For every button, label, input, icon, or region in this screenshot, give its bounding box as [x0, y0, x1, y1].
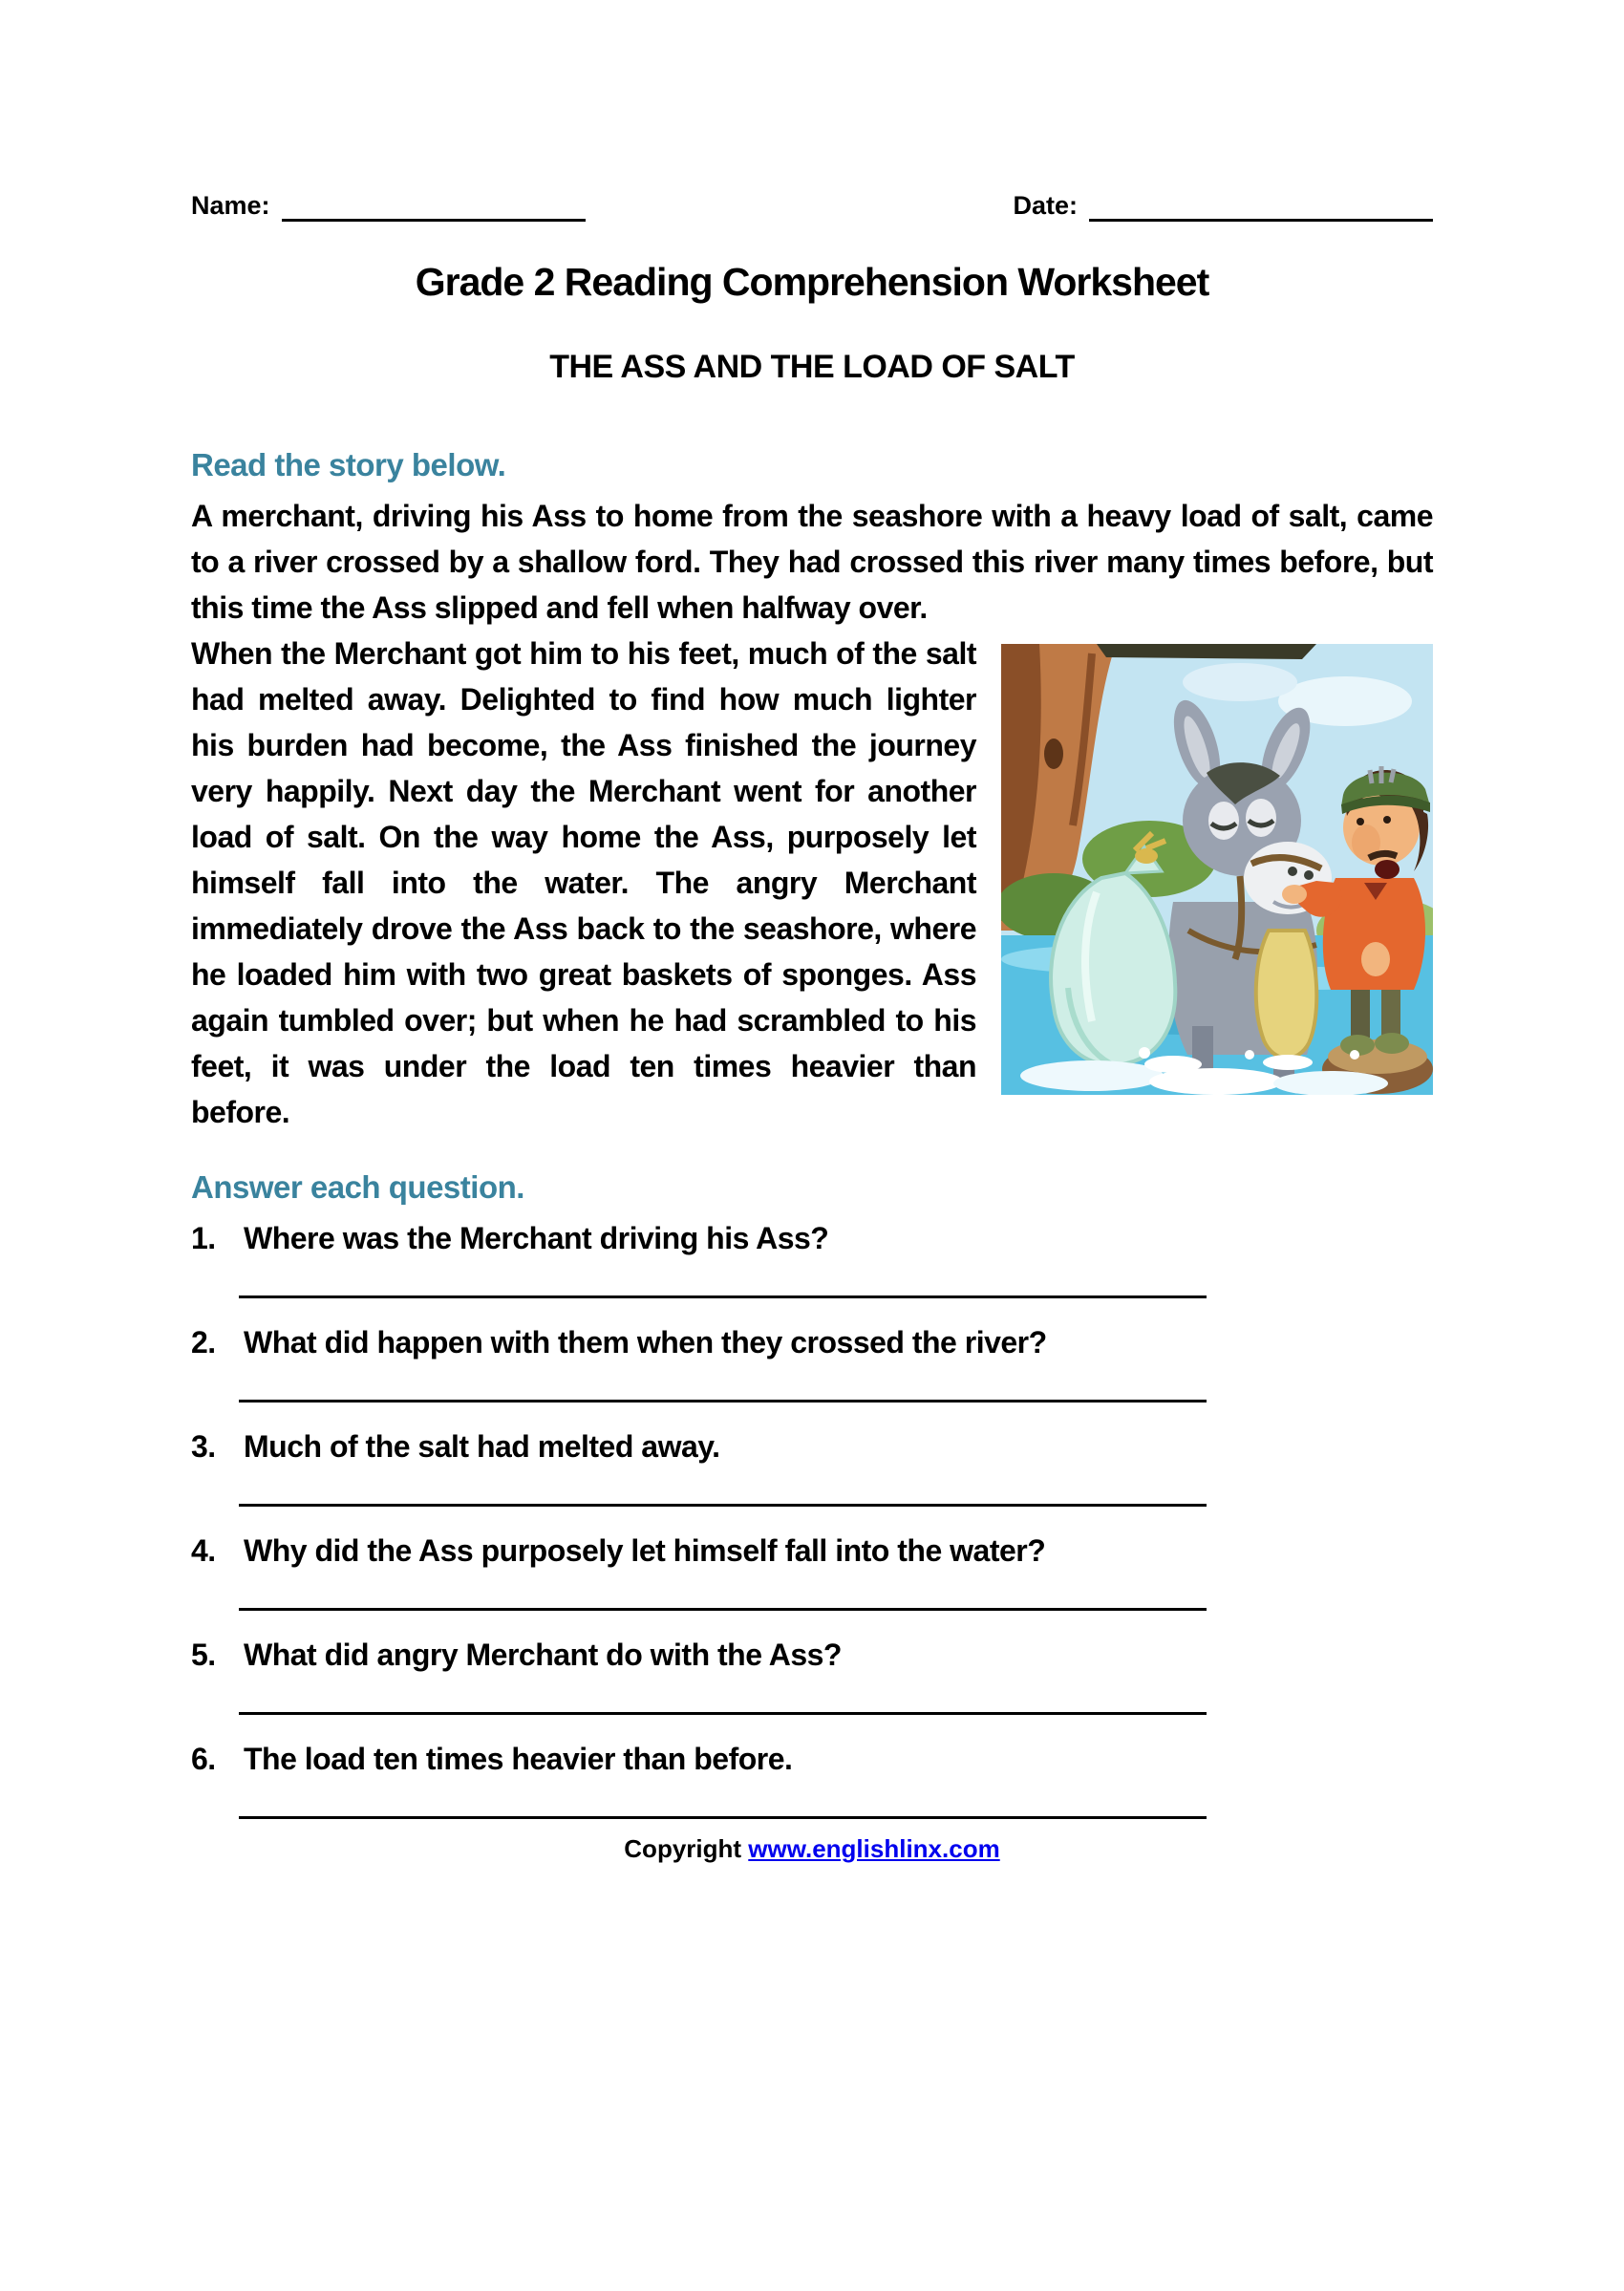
story-paragraph-1: A merchant, driving his Ass to home from the seashore with a heavy load of salt, came to a river crossed by a shallow ford. They had crossed this river many times before, but this time the Ass slipped and fell when halfway over.	[191, 499, 1433, 625]
website-link[interactable]: www.englishlinx.com	[748, 1834, 1000, 1863]
question-text: Where was the Merchant driving his Ass?	[244, 1221, 829, 1255]
question-number: 3.	[191, 1429, 216, 1464]
questions-section	[191, 1135, 1433, 1819]
answer-line-3	[239, 1504, 1207, 1507]
question-block-4	[191, 1531, 1433, 1611]
copyright-label: Copyright	[624, 1834, 749, 1863]
question-block-5	[191, 1636, 1433, 1715]
question-block-6	[191, 1740, 1433, 1819]
worksheet-subtitle: THE ASS AND THE LOAD OF SALT	[549, 349, 1075, 385]
question-text: Why did the Ass purposely let himself fall into the water?	[244, 1533, 1046, 1568]
date-label: Date:	[1013, 191, 1078, 220]
name-field-group	[191, 189, 586, 222]
date-field-group	[1013, 189, 1433, 222]
header-row	[191, 189, 1433, 222]
question-block-1	[191, 1219, 1433, 1298]
question-text: Much of the salt had melted away.	[244, 1429, 720, 1464]
story-illustration	[1001, 644, 1433, 1095]
answer-line-1	[239, 1295, 1207, 1298]
question-block-3	[191, 1427, 1433, 1507]
question-text: What did happen with them when they crossed the river?	[244, 1325, 1047, 1360]
question-number: 1.	[191, 1221, 216, 1255]
story-paragraph-2	[191, 631, 1433, 1135]
worksheet-page	[191, 189, 1433, 1864]
name-blank-line	[282, 190, 586, 222]
footer	[191, 1834, 1433, 1864]
answer-line-6	[239, 1816, 1207, 1819]
question-number: 5.	[191, 1638, 216, 1672]
answer-line-4	[239, 1608, 1207, 1611]
story-heading: Read the story below.	[191, 447, 506, 482]
date-blank-line	[1089, 190, 1433, 222]
question-number: 4.	[191, 1533, 216, 1568]
answer-line-5	[239, 1712, 1207, 1715]
answer-line-2	[239, 1400, 1207, 1402]
question-text: The load ten times heavier than before.	[244, 1742, 793, 1776]
question-text: What did angry Merchant do with the Ass?	[244, 1638, 842, 1672]
question-number: 2.	[191, 1325, 216, 1360]
story-paragraph-2-text: When the Merchant got him to his feet, much of the salt had melted away. Delighted to find how much lighter his burden had become, the Ass finished the journey very happily. Next day the Merchant went for another load of salt. On the way home the Ass, purposely let himself fall into the water. The angry Merchant immediately drove the Ass back to the seashore, where he loaded him with two great baskets of sponges. Ass again tumbled over; but when he had scrambled to his feet, it was under the load ten times heavier than before.	[191, 636, 976, 1129]
story-section	[191, 447, 1433, 1135]
question-block-2	[191, 1323, 1433, 1402]
question-number: 6.	[191, 1742, 216, 1776]
name-label: Name:	[191, 191, 270, 220]
page-title: Grade 2 Reading Comprehension Worksheet	[415, 260, 1209, 304]
questions-heading: Answer each question.	[191, 1169, 524, 1205]
